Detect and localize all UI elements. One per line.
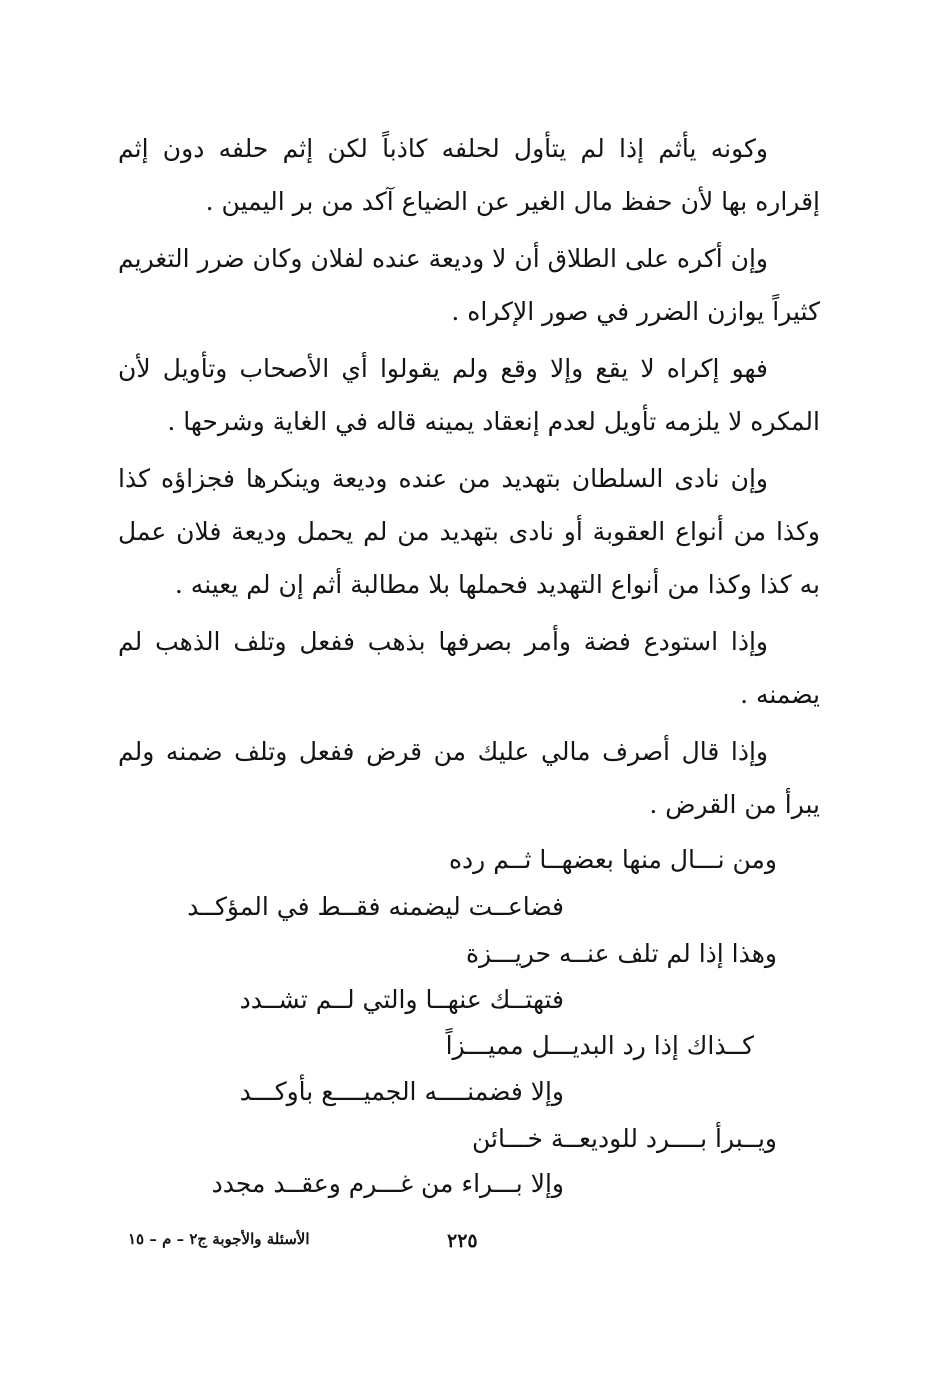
page-number: ٢٢٥ [447,1230,478,1252]
page-footer [0,1230,949,1260]
poem-hemistich: فضاعــت ليضمنه فقــط في المؤكــد [187,892,564,921]
poem-hemistich: ويــبرأ بــــرد للوديعــة خـــائن [471,1124,777,1153]
paragraph: وإن أكره على الطلاق أن لا وديعة عنده لفلان وكان ضرر التغريم كثيراً يوازن الضرر في صور الإكراه . [118,244,820,326]
prose-body [118,122,820,831]
poem-hemistich: وإلا فضمنــــه الجميــــع بأوكـــد [239,1077,564,1106]
poem-hemistich: وإلا بـــراء من غـــرم وعقــد مجدد [211,1169,564,1198]
paragraph: وإذا قال أصرف مالي عليك من قرض ففعل وتلف ضمنه ولم يبرأ من القرض . [118,737,820,819]
poem-hemistich: فتهتــك عنهــا والتي لــم تشــدد [239,985,564,1014]
paragraph: وإن نادى السلطان بتهديد من عنده وديعة وينكرها فجزاؤه كذا وكذا من أنواع العقوبة أو نادى بتهديد من لم يحمل وديعة فلان عمل به كذا وكذا من أنواع التهديد فحملها بلا مطالبة أثم إن لم يعينه . [118,464,820,599]
paragraph: وكونه يأثم إذا لم يتأول لحلفه كاذباً لكن إثم حلفه دون إثم إقراره بها لأن حفظ مال الغير عن الضياع آكد من بر اليمين . [118,134,820,216]
paragraph: فهو إكراه لا يقع وإلا وقع ولم يقولوا أي الأصحاب وتأويل لأن المكره لا يلزمه تأويل لعدم إنعقاد يمينه قاله في الغاية وشرحها . [118,354,820,436]
book-reference: الأسئلة والأجوبة ج٢ – م – ١٥ [128,1230,310,1248]
paragraph: وإذا استودع فضة وأمر بصرفها بذهب ففعل وتلف الذهب لم يضمنه . [118,627,820,709]
poem-hemistich: ومن نـــال منها بعضهــا ثــم رده [448,845,777,874]
poem-hemistich: كــذاك إذا رد البديـــل مميـــزاً [445,1031,754,1060]
poem-hemistich: وهذا إذا لم تلف عنــه حريـــزة [465,939,777,968]
